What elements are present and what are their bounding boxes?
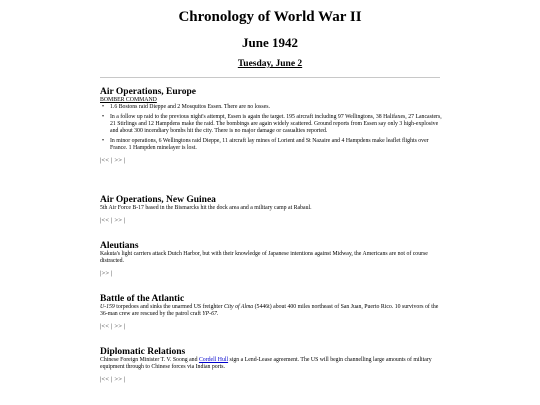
list-item: • In a follow up raid to the previous night's attempt, Essen is again the target. 195 aircraft including 97 Wellingtons, 38 Halifaxes, 27 Lancasters, 21 Stirlings and 12 Hampdens make the raid. The bombings are again widely scattered. Ground reports from Essen say only 3 high-explosive and about 300 incendiary bombs hit the city. There is no major damage or casualties reported. [107,114,442,136]
nav-arrows[interactable]: |>> | [100,270,113,278]
section-europe [100,87,442,164]
section-heading: Diplomatic Relations [100,347,186,357]
nav-arrows[interactable]: |<< | >> | [100,376,126,384]
section-text [100,304,442,318]
nav-arrows[interactable]: |<< | >> | [100,157,126,165]
cordell-hull-link[interactable]: Cordell Hull [198,357,229,363]
text-fragment: torpedoes and sinks the unarmed US freighter [114,304,224,310]
day-link[interactable]: Tuesday, June 2 [237,59,303,69]
section-text: 5th Air Force B-17 based in the Bismarcks hit the dock area and a military camp at Rabaul. [100,205,312,211]
section-text: Kakuta's light carriers attack Dutch Harbor, but with their knowledge of Japanese intentions against Midway, the Americans are not of course distracted. [100,251,428,265]
text-fragment: (5446t) about 400 miles northeast of San Juan, Puerto Rico. 10 survivors of the 36-man crew are rescued by the patrol craft [100,304,439,318]
ship-name: City of Alma [223,304,254,310]
month-heading: June 1942 [242,35,298,50]
section-heading: Aleutians [100,241,139,251]
text-fragment: . [216,311,219,318]
section-heading: Air Operations, Europe [100,87,196,97]
section-heading: Battle of the Atlantic [100,294,185,304]
section-diplomatic [100,347,442,383]
text-fragment: Chinese Foreign Minister T. V. Soong and [100,357,199,363]
section-new-guinea [100,195,442,224]
text-fragment: sign a Lend-Lease agreement. The US will begin channelling large amounts of military equipment through to Chinese forces via Indian ports. [100,357,432,371]
list-item: • 1.6 Bostons raid Dieppe and 2 Mosquitos Essen. There are no losses. [107,104,442,111]
nav-arrows[interactable]: |<< | >> | [100,217,126,225]
nav-arrows[interactable]: |<< | >> | [100,323,126,331]
divider [100,77,440,78]
list-item: • In minor operations, 6 Wellingtons raid Dieppe, 11 aircraft lay mines of Lorient and St Nazaire and 4 Hampdens make leaflet flights over France. 1 Hampden minelayer is lost. [107,138,442,152]
u-boat-name: U-159 [100,304,115,310]
patrol-craft-name: YP-67 [202,311,217,318]
section-heading: Air Operations, New Guinea [100,195,216,205]
event-list [100,104,442,152]
page-title: Chronology of World War II [178,9,362,25]
day-heading [0,59,540,69]
section-atlantic [100,294,442,330]
bomber-command-subheading[interactable]: BOMBER COMMAND [100,97,157,103]
section-aleutians [100,241,442,277]
section-text [100,357,442,371]
